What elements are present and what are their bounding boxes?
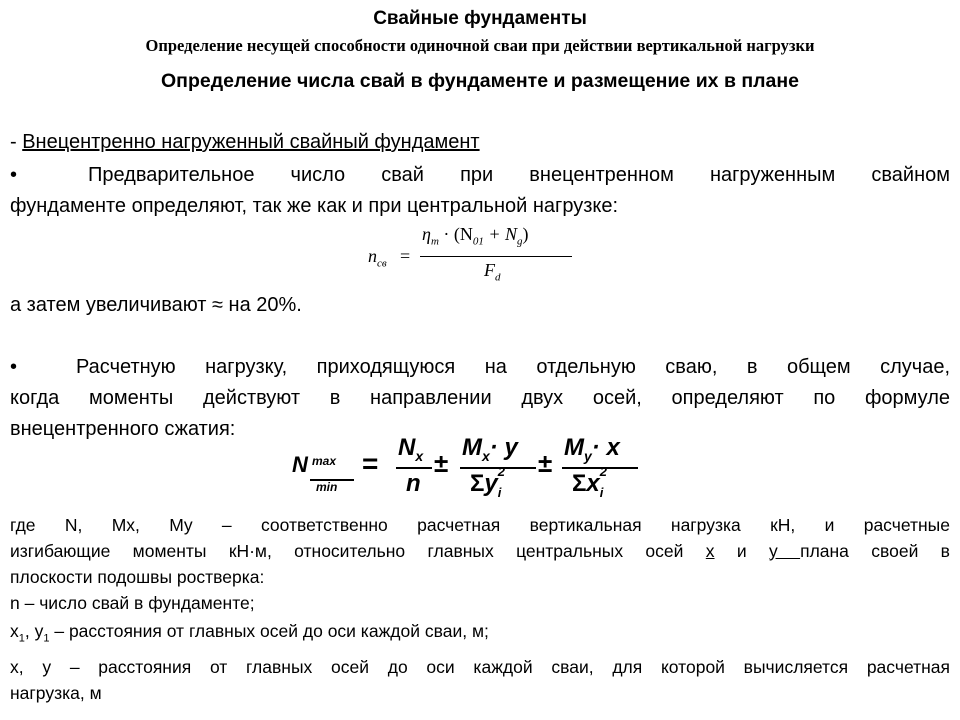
paragraph-1 xyxy=(10,160,950,222)
section-label-line xyxy=(10,127,950,158)
dash-marker: - xyxy=(10,131,23,153)
formula2-t2-num: $M_x\cdot y$ xyxy=(462,434,518,464)
legend-line-6: x, y – расстояния от главных осей до оси каждой сваи, для которой вычисляется расчетная xyxy=(10,656,950,677)
formula2-lhs-sub: min xyxy=(316,480,338,494)
paragraph-3-text-3: внецентренного сжатия: xyxy=(10,418,236,440)
paragraph-2: а затем увеличивают ≈ на 20%. xyxy=(10,294,302,316)
paragraph-1-text-1: Предварительное число свай при внецентренном нагруженным свайном xyxy=(88,164,950,186)
formula1-lhs: $n_{св}$ xyxy=(368,246,387,270)
formula1-denominator: $F_d$ xyxy=(484,260,501,284)
bullet: • xyxy=(10,164,18,186)
legend-line-4: n – число свай в фундаменте; xyxy=(10,593,255,613)
paragraph-3-text-1: Расчетную нагрузку, приходящуюся на отдельную сваю, в общем случае, xyxy=(76,356,950,378)
slide-title: Свайные фундаменты xyxy=(373,8,587,29)
formula2-t1-num: $N_x$ xyxy=(398,434,424,464)
paragraph-1-text-2: фундаменте определяют, так же как и при центральной нагрузке: xyxy=(10,195,619,217)
formula-pile-count xyxy=(362,222,582,292)
formula2-lhs: N max xyxy=(292,452,337,477)
formula2-t1-den: n xyxy=(406,470,421,497)
legend-line-1: где N, Mx, My – соответственно расчетная вертикальная нагрузка кН, и расчетные xyxy=(10,515,950,535)
section-heading: Определение числа свай в фундаменте и размещение их в плане xyxy=(161,70,799,92)
formula1-equals: = xyxy=(400,246,411,266)
section-label: Внецентренно нагруженный свайный фундамент xyxy=(22,131,480,153)
bullet: • xyxy=(10,356,18,378)
formula2-t2-den: $\Sigma y_i$ 2 xyxy=(470,464,505,500)
formula-eccentric-compression xyxy=(290,432,640,506)
formula2-pm-1: ± xyxy=(434,448,449,478)
formula2-t3-den: $\Sigma x_i$ 2 xyxy=(572,464,607,500)
legend-line-7: нагрузка, м xyxy=(10,682,102,703)
formula2-equals: = xyxy=(362,448,379,479)
legend-line-2: изгибающие моменты кН·м, относительно главных центральных осей х и у плана своей в xyxy=(10,541,950,561)
formula2-pm-2: ± xyxy=(538,448,553,478)
legend-line-3: плоскости подошвы ростверка: xyxy=(10,567,265,587)
legend xyxy=(10,512,950,706)
paragraph-1-line-1 xyxy=(10,160,950,191)
formula1-fraction-bar xyxy=(420,256,572,257)
legend-line-5: $x_1$, $y_1$ – расстояния от главных осей до оси каждой сваи, м; xyxy=(10,621,489,645)
paragraph-3-line-1 xyxy=(10,352,950,383)
formula2-t1-bar xyxy=(396,467,432,469)
slide-subtitle: Определение несущей способности одиночной сваи при действии вертикальной нагрузки xyxy=(145,36,815,55)
formula2-t3-num: $M_y\cdot x$ xyxy=(564,434,620,464)
formula1-numerator: $\eta_m \cdot (N_{01} + N_g)$ xyxy=(422,224,529,248)
paragraph-3-text-2: когда моменты действуют в направлении двух осей, определяют по формуле xyxy=(10,387,950,409)
